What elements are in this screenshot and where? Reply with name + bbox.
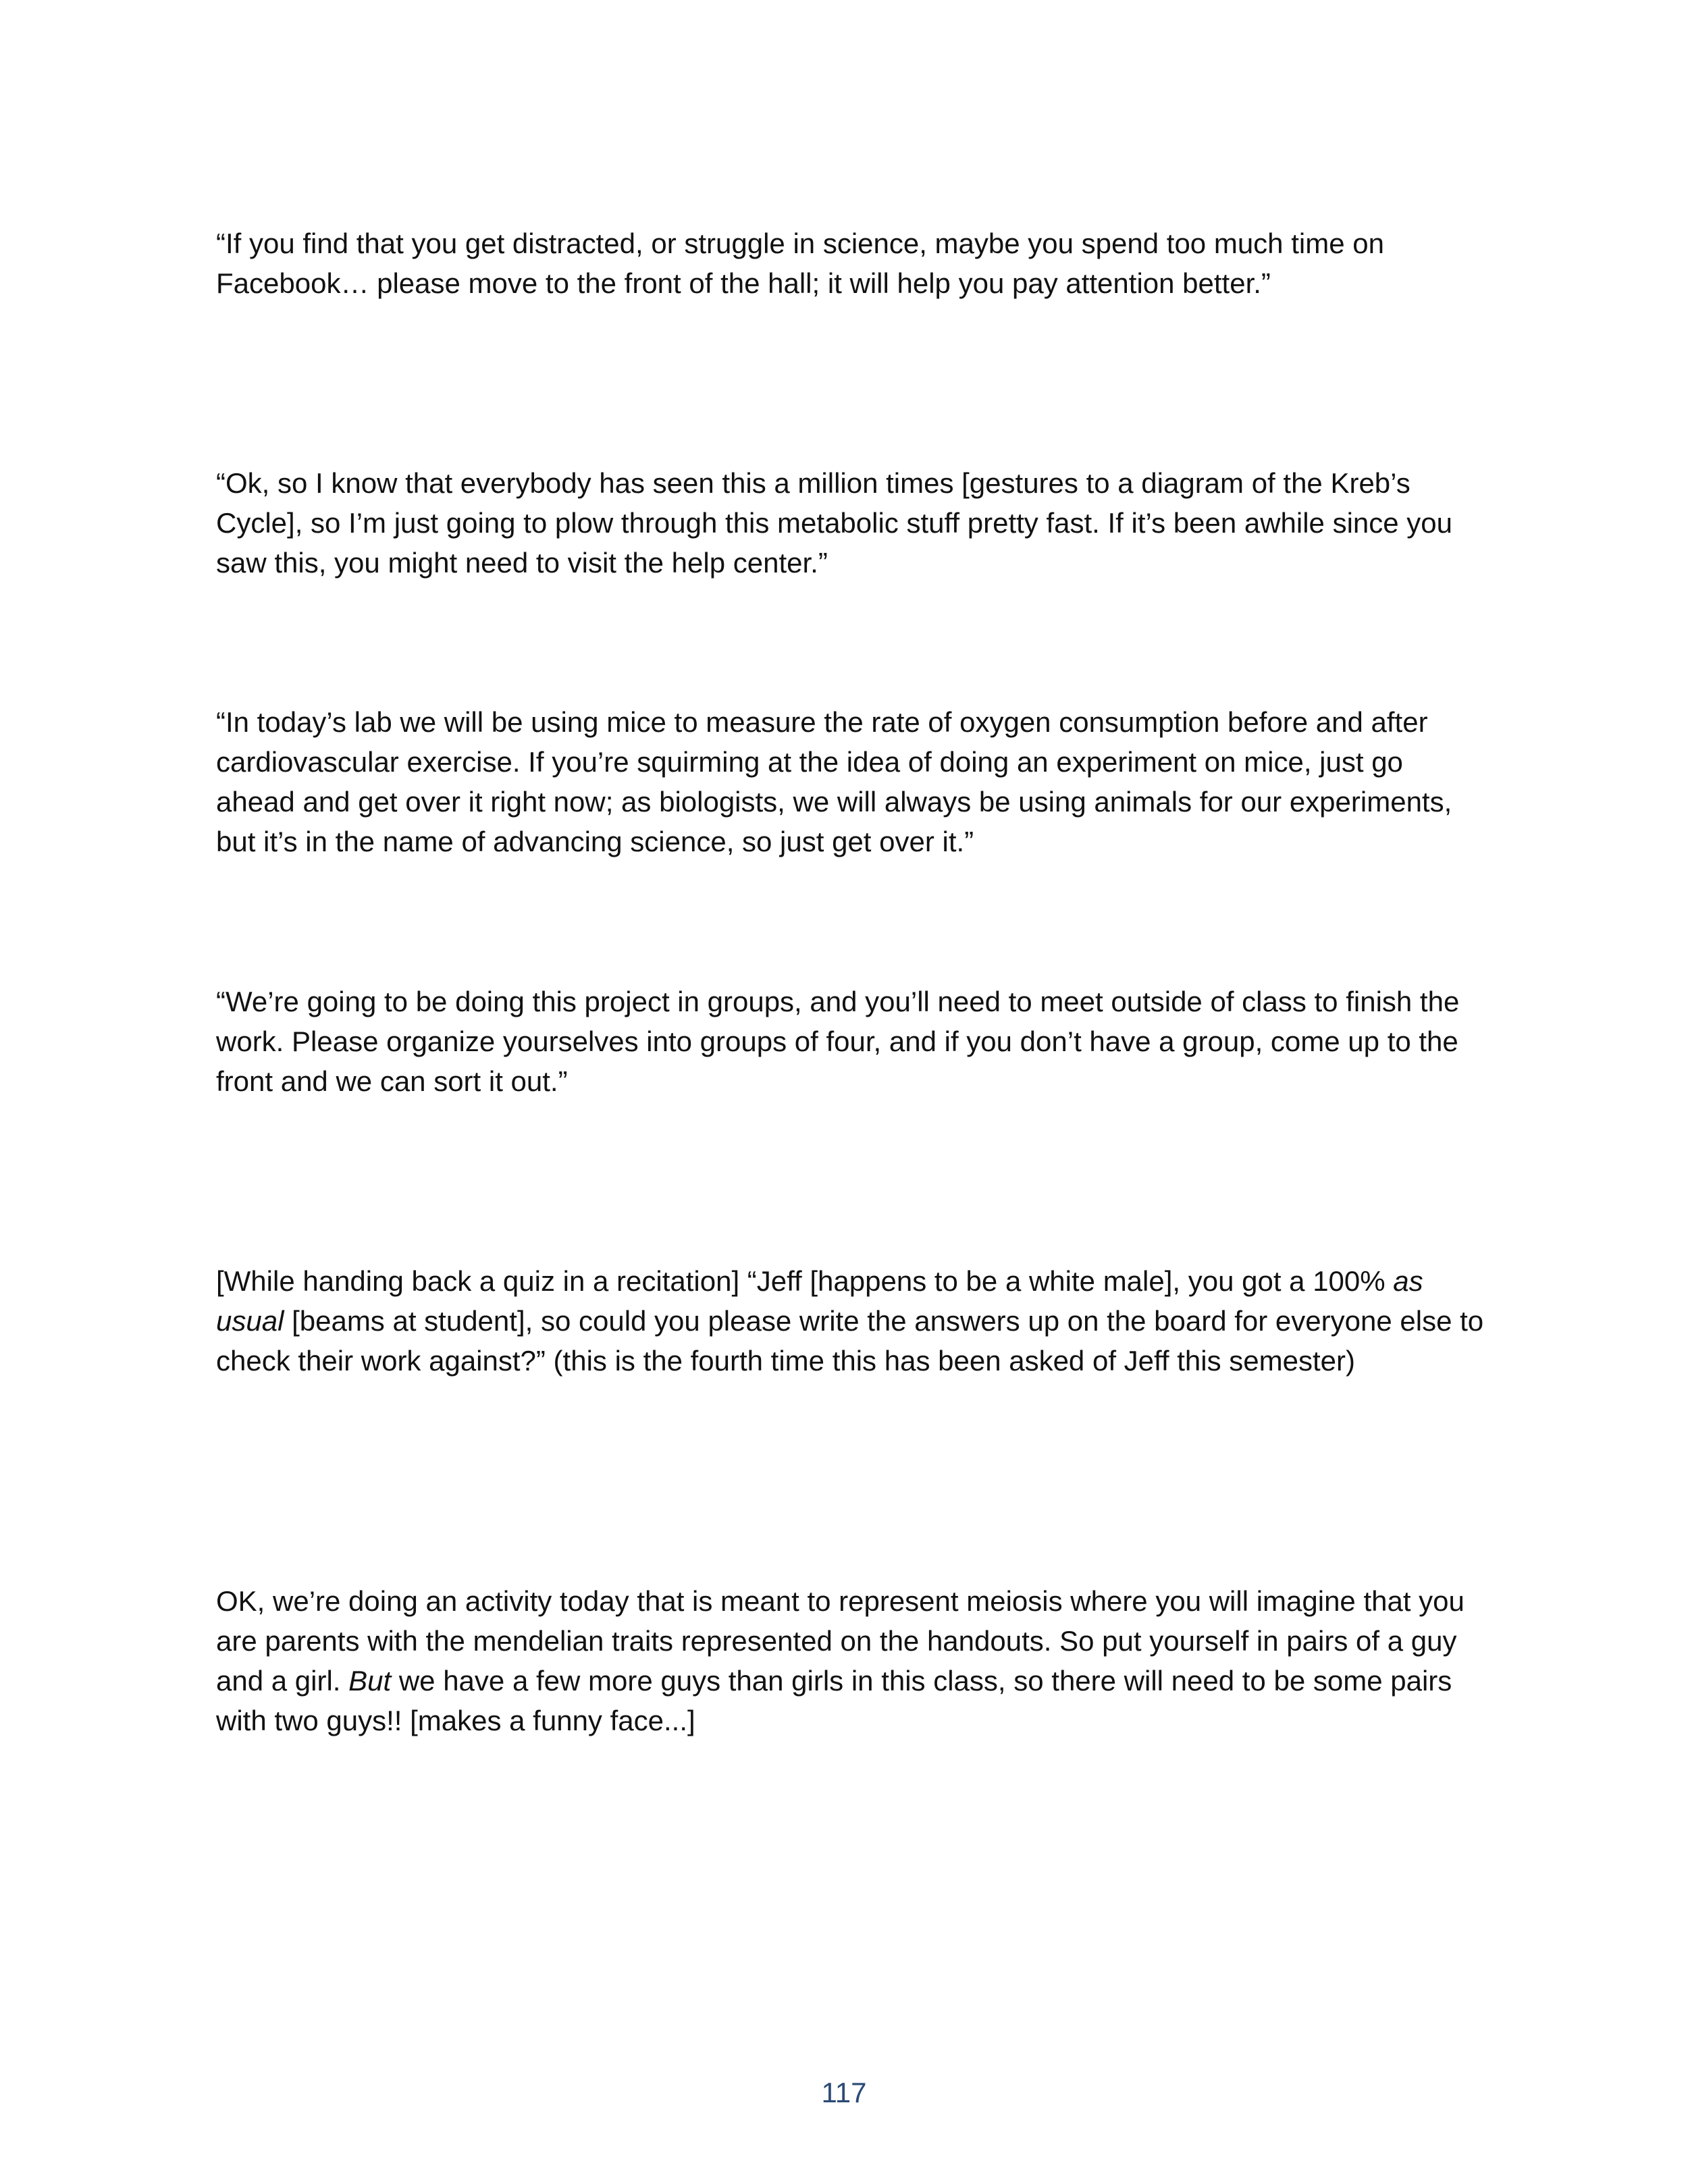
paragraph-text-segment: [beams at student], so could you please write the answers up on the board for everyone else to check their work against?” (this is the fourth time this has been asked of Jeff this semester)	[216, 1305, 1484, 1377]
quote-paragraph-mice-lab: “In today’s lab we will be using mice to measure the rate of oxygen consumption before and after cardiovascular exercise. If you’re squirming at the idea of doing an experiment on mice, just go ahead and get over it right now; as biologists, we will always be using animals for our experiments, but it’s in the name of advancing science, so just get over it.”	[216, 706, 1452, 857]
paragraph-text-segment: [While handing back a quiz in a recitation] “Jeff [happens to be a white male], you got a 100%	[216, 1265, 1394, 1297]
paragraph-text-segment: OK, we’re doing an activity today that is meant to represent meiosis where you will imagine that you are parents with the mendelian traits represented on the handouts. So put yourself in pairs of a guy and a girl.	[216, 1585, 1465, 1697]
paragraph-emphasis: But	[348, 1665, 392, 1697]
quote-paragraph-meiosis-activity	[216, 1581, 1485, 1740]
page-number: 117	[821, 2077, 867, 2108]
quote-paragraph-krebs-cycle: “Ok, so I know that everybody has seen this a million times [gestures to a diagram of the Kreb’s Cycle], so I’m just going to plow through this metabolic stuff pretty fast. If it’s been awhile since you saw this, you might need to visit the help center.”	[216, 467, 1453, 579]
paragraph-emphasis: as usual	[216, 1265, 1423, 1337]
paragraph-text-segment: we have a few more guys than girls in this class, so there will need to be some pairs with two guys!! [makes a funny face...]	[216, 1665, 1452, 1736]
quote-paragraph-group-project: “We’re going to be doing this project in groups, and you’ll need to meet outside of class to finish the work. Please organize yourselves into groups of four, and if you don’t have a group, come up to the front and we can sort it out.”	[216, 986, 1460, 1097]
quote-paragraph-quiz-recitation	[216, 1261, 1485, 1381]
quote-paragraph-facebook: “If you find that you get distracted, or struggle in science, maybe you spend too much time on Facebook… please move to the front of the hall; it will help you pay attention better.”	[216, 228, 1384, 299]
